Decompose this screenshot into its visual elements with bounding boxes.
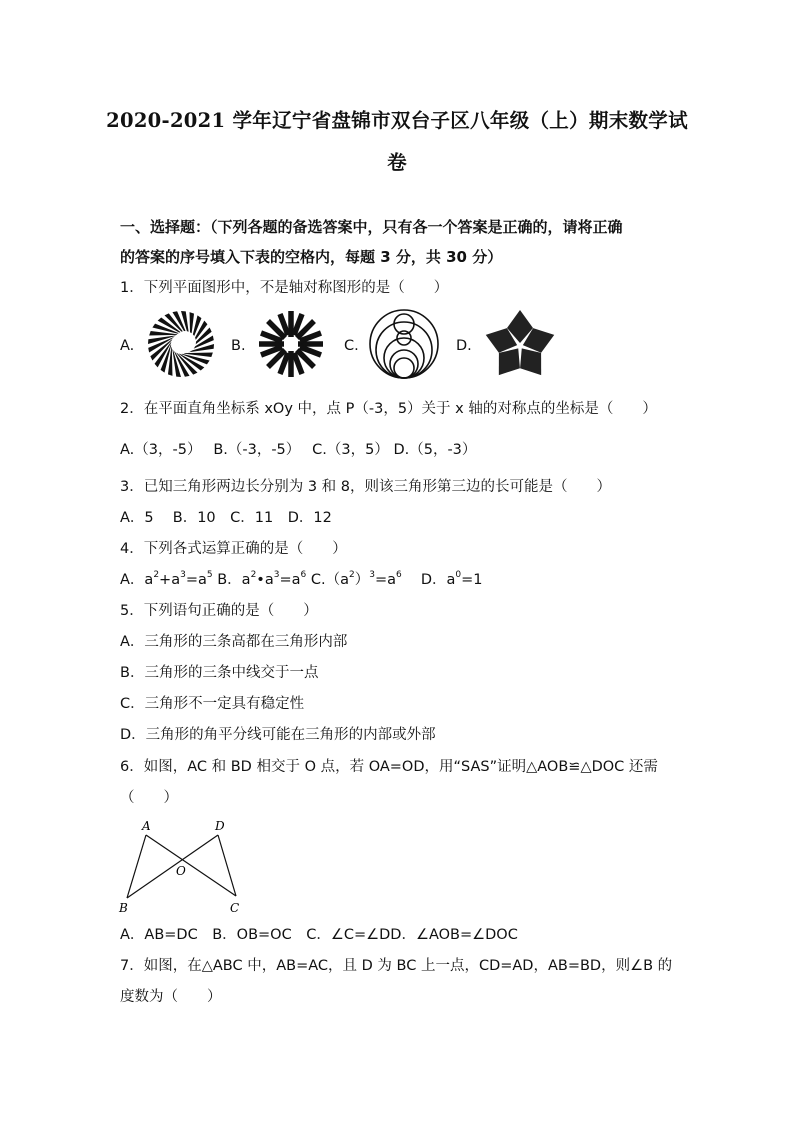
q4-d-eq: =1 bbox=[461, 572, 483, 588]
q4-a-eq: =a bbox=[185, 572, 207, 588]
q4-b-base: B．a bbox=[212, 572, 251, 588]
question-2-options: A.（3，-5） B.（-3，-5） C.（3，5） D.（5，-3） bbox=[120, 442, 477, 458]
label-b: B bbox=[119, 901, 128, 915]
q4-a-exp1: 2 bbox=[153, 570, 160, 580]
question-5-stem: 5．下列语句正确的是（ ） bbox=[120, 603, 318, 619]
question-6-options: A．AB=DC B．OB=OC C．∠C=∠DD．∠AOB=∠DOC bbox=[120, 927, 518, 943]
q4-c-exp1: 2 bbox=[349, 570, 355, 580]
question-4-options bbox=[120, 570, 483, 590]
segment-dc bbox=[218, 835, 236, 896]
q1-option-d-label: D. bbox=[456, 338, 472, 354]
q4-a-exp2: 3 bbox=[180, 570, 186, 580]
q4-c-paren: ） bbox=[354, 572, 370, 588]
question-6-figure bbox=[118, 816, 250, 918]
question-5-option-c: C．三角形不一定具有稳定性 bbox=[120, 696, 305, 712]
swirl-center bbox=[174, 331, 196, 353]
question-7-stem-line1: 7．如图，在△ABC 中，AB=AC，且 D 为 BC 上一点，CD=AD，AB=BD，则∠B 的 bbox=[120, 958, 673, 974]
segment-ac bbox=[146, 835, 236, 896]
q4-b-exp2: 3 bbox=[273, 570, 280, 580]
section-header-line1: 一、选择题：（下列各题的备选答案中，只有各一个答案是正确的，请将正确 bbox=[120, 218, 623, 236]
nested-circles-icon bbox=[368, 306, 440, 382]
question-5-option-b: B．三角形的三条中线交于一点 bbox=[120, 665, 319, 681]
question-6-stem-line1: 6．如图，AC 和 BD 相交于 O 点，若 OA=OD，用“SAS”证明△AOB≌△DOC 还需 bbox=[120, 759, 658, 775]
q4-c-exp2: 3 bbox=[369, 570, 375, 580]
question-3-options: A．5 B．10 C．11 D．12 bbox=[120, 510, 332, 526]
exam-title-line2: 卷 bbox=[387, 151, 407, 174]
kite-star-icon bbox=[480, 306, 560, 382]
q4-b-exp1: 2 bbox=[250, 570, 257, 580]
question-4-stem: 4．下列各式运算正确的是（ ） bbox=[120, 541, 347, 557]
label-d: D bbox=[215, 819, 225, 833]
exam-title-line1: 2020-2021 学年辽宁省盘锦市双台子区八年级（上）期末数学试 bbox=[106, 109, 688, 132]
section-header-line2: 的答案的序号填入下表的空格内，每题 3 分，共 30 分） bbox=[120, 248, 503, 266]
q4-d-exp: 0 bbox=[455, 570, 462, 580]
q1-option-c-label: C. bbox=[344, 338, 359, 354]
q4-a-plus: +a bbox=[159, 572, 181, 588]
q4-c-eq: =a bbox=[374, 572, 397, 588]
q1-option-a-label: A. bbox=[120, 338, 135, 354]
question-5-option-a: A．三角形的三条高都在三角形内部 bbox=[120, 634, 348, 650]
question-7-stem-line2: 度数为（ ） bbox=[120, 989, 222, 1005]
q1-option-b-label: B. bbox=[231, 338, 246, 354]
q4-d-base: D．a bbox=[401, 572, 456, 588]
segment-ab bbox=[127, 835, 146, 898]
q4-b-eq: =a bbox=[279, 572, 301, 588]
q4-b-dot: •a bbox=[256, 572, 274, 588]
question-2-stem: 2．在平面直角坐标系 xOy 中，点 P（-3，5）关于 x 轴的对称点的坐标是（ ） bbox=[120, 401, 657, 417]
swirl-circle-icon bbox=[146, 306, 216, 382]
question-5-option-d: D．三角形的角平分线可能在三角形的内部或外部 bbox=[120, 727, 436, 743]
q4-c-exp3: 6 bbox=[396, 570, 402, 580]
q4-b-exp3: 6 bbox=[300, 570, 307, 580]
q4-c-base: C.（a bbox=[306, 572, 349, 588]
question-1-stem: 1．下列平面图形中，不是轴对称图形的是（ ） bbox=[120, 280, 449, 296]
question-3-stem: 3．已知三角形两边长分别为 3 和 8，则该三角形第三边的长可能是（ ） bbox=[120, 479, 612, 495]
q4-a-base: A．a bbox=[120, 572, 154, 588]
segment-bd bbox=[127, 835, 218, 898]
label-o: O bbox=[176, 864, 186, 878]
label-c: C bbox=[230, 901, 240, 915]
radial-star-icon bbox=[256, 306, 326, 382]
question-1-options bbox=[120, 306, 700, 386]
label-a: A bbox=[142, 819, 151, 833]
q4-a-exp3: 5 bbox=[206, 570, 213, 580]
question-6-stem-line2: （ ） bbox=[120, 790, 178, 806]
